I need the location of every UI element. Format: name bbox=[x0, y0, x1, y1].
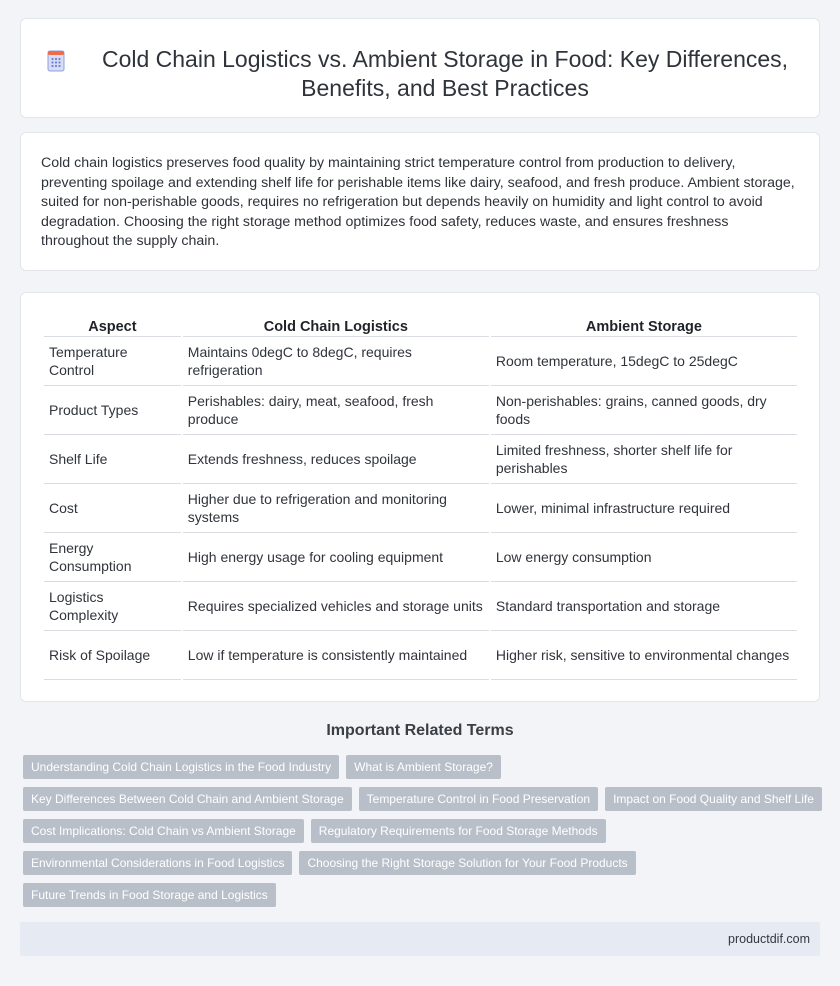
footer-site-link[interactable]: productdif.com bbox=[728, 932, 810, 946]
column-header-ambient: Ambient Storage bbox=[491, 315, 797, 337]
table-cell-cold-chain: Extends freshness, reduces spoilage bbox=[183, 435, 489, 484]
footer-bar bbox=[20, 922, 820, 956]
related-term-tag[interactable]: Regulatory Requirements for Food Storage Methods bbox=[311, 819, 606, 843]
header-card bbox=[20, 18, 820, 118]
table-row bbox=[44, 582, 797, 631]
intro-paragraph: Cold chain logistics preserves food quality by maintaining strict temperature control from production to delivery, preventing spoilage and extending shelf life for perishable items like dairy, seafood, and fresh produce. Ambient storage, suited for non-perishable goods, requires no refrigeration but depends heavily on humidity and light control to avoid degradation. Choosing the right storage method optimizes food safety, reduces waste, and ensures freshness throughout the supply chain. bbox=[41, 155, 795, 250]
page-title: Cold Chain Logistics vs. Ambient Storage in Food: Key Differences, Benefits, and Best Practices bbox=[101, 46, 789, 101]
table-cell-cold-chain: High energy usage for cooling equipment bbox=[183, 533, 489, 582]
related-term-tag[interactable]: Cost Implications: Cold Chain vs Ambient Storage bbox=[23, 819, 304, 843]
table-row bbox=[44, 386, 797, 435]
table-cell-aspect: Logistics Complexity bbox=[44, 582, 181, 631]
related-term-tag[interactable]: Future Trends in Food Storage and Logistics bbox=[23, 883, 276, 907]
related-terms-list bbox=[23, 755, 823, 915]
related-term-tag[interactable]: Key Differences Between Cold Chain and Ambient Storage bbox=[23, 787, 352, 811]
table-row bbox=[44, 484, 797, 533]
table-cell-cold-chain: Low if temperature is consistently maintained bbox=[183, 631, 489, 680]
table-cell-aspect: Energy Consumption bbox=[44, 533, 181, 582]
table-cell-ambient: Standard transportation and storage bbox=[491, 582, 797, 631]
table-cell-aspect: Cost bbox=[44, 484, 181, 533]
related-term-tag[interactable]: Temperature Control in Food Preservation bbox=[359, 787, 598, 811]
table-cell-ambient: Higher risk, sensitive to environmental changes bbox=[491, 631, 797, 680]
table-cell-cold-chain: Requires specialized vehicles and storage units bbox=[183, 582, 489, 631]
table-cell-aspect: Shelf Life bbox=[44, 435, 181, 484]
table-cell-aspect: Product Types bbox=[44, 386, 181, 435]
table-header-row bbox=[44, 315, 797, 337]
comparison-table-card bbox=[20, 292, 820, 702]
table-cell-cold-chain: Maintains 0degC to 8degC, requires refrigeration bbox=[183, 337, 489, 386]
table-row bbox=[44, 533, 797, 582]
column-header-aspect: Aspect bbox=[44, 315, 181, 337]
table-cell-ambient: Low energy consumption bbox=[491, 533, 797, 582]
table-row bbox=[44, 337, 797, 386]
table-cell-aspect: Temperature Control bbox=[44, 337, 181, 386]
table-row bbox=[44, 435, 797, 484]
table-cell-ambient: Non-perishables: grains, canned goods, dry foods bbox=[491, 386, 797, 435]
column-header-cold-chain: Cold Chain Logistics bbox=[183, 315, 489, 337]
table-cell-ambient: Lower, minimal infrastructure required bbox=[491, 484, 797, 533]
intro-card bbox=[20, 132, 820, 271]
related-term-tag[interactable]: Impact on Food Quality and Shelf Life bbox=[605, 787, 822, 811]
document-icon bbox=[45, 50, 67, 72]
table-cell-cold-chain: Perishables: dairy, meat, seafood, fresh produce bbox=[183, 386, 489, 435]
related-term-tag[interactable]: What is Ambient Storage? bbox=[346, 755, 501, 779]
table-cell-cold-chain: Higher due to refrigeration and monitoring systems bbox=[183, 484, 489, 533]
related-term-tag[interactable]: Choosing the Right Storage Solution for Your Food Products bbox=[299, 851, 635, 875]
related-terms-heading: Important Related Terms bbox=[326, 722, 514, 739]
related-term-tag[interactable]: Environmental Considerations in Food Logistics bbox=[23, 851, 292, 875]
table-cell-ambient: Limited freshness, shorter shelf life for perishables bbox=[491, 435, 797, 484]
table-row bbox=[44, 631, 797, 680]
comparison-table bbox=[42, 315, 799, 680]
related-term-tag[interactable]: Understanding Cold Chain Logistics in the Food Industry bbox=[23, 755, 339, 779]
table-cell-aspect: Risk of Spoilage bbox=[44, 631, 181, 680]
table-cell-ambient: Room temperature, 15degC to 25degC bbox=[491, 337, 797, 386]
